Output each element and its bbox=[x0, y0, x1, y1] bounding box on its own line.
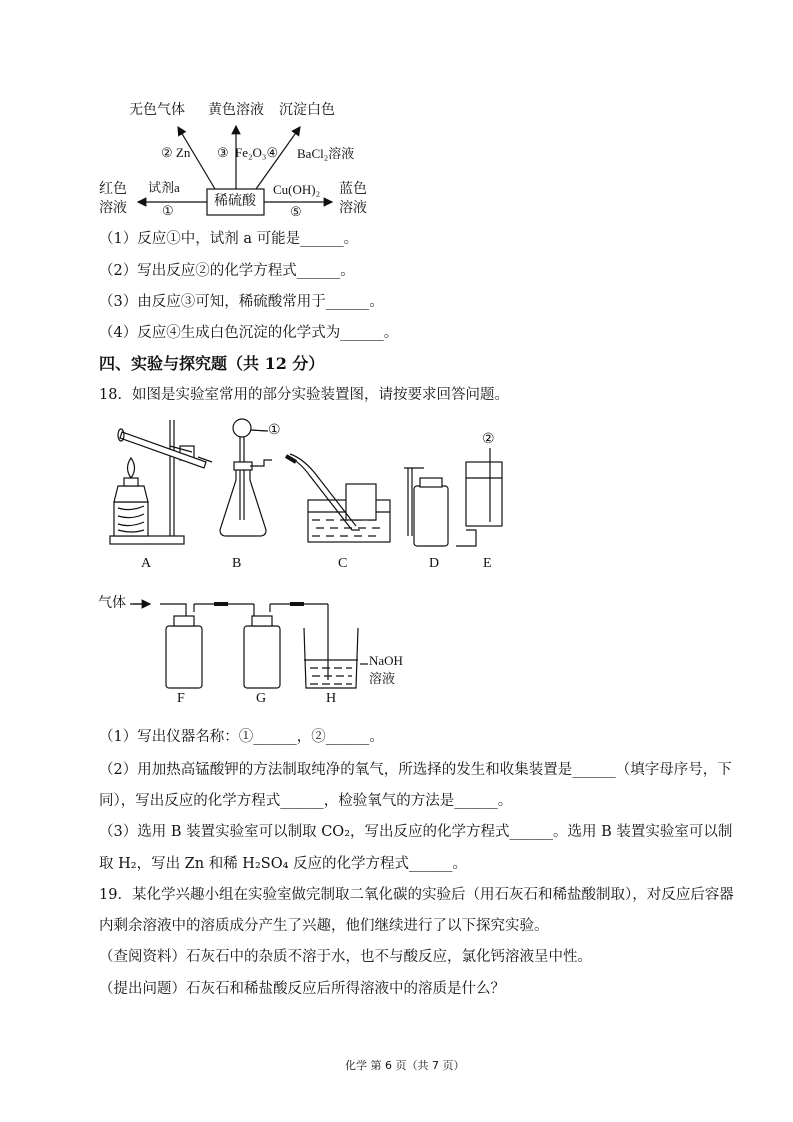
label-r1-reagent: 试剂a bbox=[148, 180, 180, 195]
naoh-label-line2: 溶液 bbox=[369, 671, 396, 686]
q19-line3: （查阅资料）石灰石中的杂质不溶于水，也不与酸反应，氯化钙溶液呈中性。 bbox=[99, 949, 592, 965]
label-e: E bbox=[483, 556, 492, 571]
center-label-dilute-sulfuric-acid: 稀硫酸 bbox=[214, 194, 256, 209]
apparatus-a bbox=[110, 420, 212, 544]
left-product-line2: 溶液 bbox=[99, 201, 127, 216]
q17-sub1: （1）反应①中，试剂 a 可能是______。 bbox=[99, 231, 359, 247]
q19-line4: （提出问题）石灰石和稀盐酸反应后所得溶液中的溶质是什么？ bbox=[99, 981, 505, 997]
label-a: A bbox=[141, 556, 152, 571]
label-r5-reagent: Cu(OH)₂ bbox=[273, 182, 321, 197]
apparatus-g bbox=[194, 604, 280, 688]
q17-sub2: （2）写出反应②的化学方程式______。 bbox=[99, 263, 355, 279]
label-b: B bbox=[232, 556, 242, 571]
q18-sub1: （1）写出仪器名称：①______，②______。 bbox=[99, 729, 384, 745]
label-r3-num: ③ bbox=[217, 145, 229, 160]
q17-sub3: （3）由反应③可知，稀硫酸常用于______。 bbox=[99, 294, 384, 310]
right-product-line1: 蓝色 bbox=[339, 182, 367, 197]
label-r3-reagent: Fe₂O₃④ bbox=[235, 145, 279, 160]
label-r2: ② Zn bbox=[161, 145, 191, 160]
label-r4-reagent: BaCl₂溶液 bbox=[297, 146, 355, 161]
product-white-precipitate: 沉淀白色 bbox=[279, 103, 335, 118]
apparatus-h bbox=[270, 604, 368, 688]
apparatus-c bbox=[286, 454, 390, 542]
q18-sub3-line1: （3）选用 B 装置实验室可以制取 CO₂，写出反应的化学方程式______。选用 B 装置实验室可以制 bbox=[99, 824, 733, 840]
label-r1-num: ① bbox=[162, 203, 174, 218]
naoh-label-line1: NaOH bbox=[369, 653, 403, 668]
q18-sub2-line2: 同），写出反应的化学方程式______，检验氧气的方法是______。 bbox=[99, 793, 513, 809]
marker-2: ② bbox=[482, 432, 495, 447]
label-g: G bbox=[256, 691, 267, 706]
q18-stem: 18．如图是实验室常用的部分实验装置图，请按要求回答问题。 bbox=[99, 387, 509, 403]
gas-label: 气体 bbox=[98, 596, 126, 611]
q19-line2: 内剩余溶液中的溶质成分产生了兴趣，他们继续进行了以下探究实验。 bbox=[99, 918, 549, 934]
label-c: C bbox=[338, 556, 348, 571]
product-colorless-gas: 无色气体 bbox=[129, 103, 185, 118]
marker-1: ① bbox=[268, 423, 281, 438]
left-product-line1: 红色 bbox=[99, 182, 127, 197]
page-footer: 化学 第 6 页（共 7 页） bbox=[345, 1059, 465, 1072]
right-product-line2: 溶液 bbox=[339, 201, 367, 216]
apparatus-d bbox=[404, 468, 448, 546]
label-d: D bbox=[429, 556, 440, 571]
apparatus-b bbox=[220, 419, 272, 536]
q18-sub3-line2: 取 H₂，写出 Zn 和稀 H₂SO₄ 反应的化学方程式______。 bbox=[99, 856, 468, 872]
label-f: F bbox=[177, 691, 185, 706]
q18-sub2-line1: （2）用加热高锰酸钾的方法制取纯净的氧气，所选择的发生和收集装置是______（填字母序号，下 bbox=[99, 762, 732, 778]
product-yellow-solution: 黄色溶液 bbox=[208, 103, 264, 118]
label-r5-num: ⑤ bbox=[290, 204, 302, 219]
q17-sub4: （4）反应④生成白色沉淀的化学式为______。 bbox=[99, 325, 399, 341]
apparatus-f bbox=[133, 604, 202, 688]
section4-title: 四、实验与探究题（共 12 分） bbox=[99, 354, 325, 373]
q19-line1: 19．某化学兴趣小组在实验室做完制取二氧化碳的实验后（用石灰石和稀盐酸制取），对反应后容器 bbox=[99, 887, 734, 903]
apparatus-e bbox=[456, 448, 502, 546]
label-h: H bbox=[326, 691, 337, 706]
